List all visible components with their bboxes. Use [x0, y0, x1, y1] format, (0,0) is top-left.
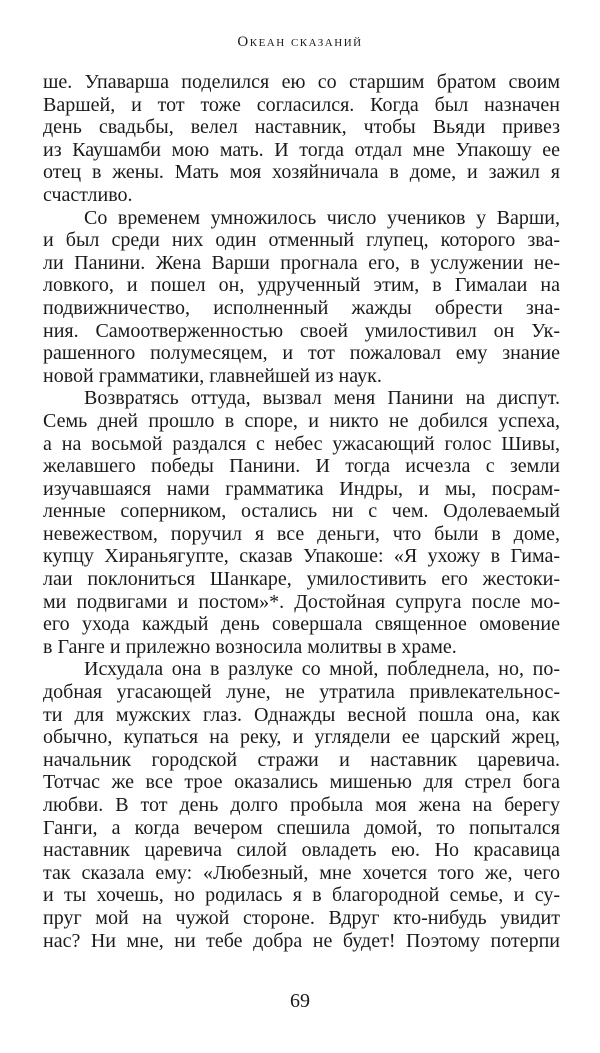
- paragraph: [43, 658, 560, 952]
- text-line: в Ганге и прилежно возносила молитвы в храме.: [43, 635, 457, 658]
- text-line: обычно, купаться на реку, и углядели ее царский жрец,: [43, 726, 560, 749]
- text-line: так сказала ему: «Любезный, мне хочется того же, чего: [43, 861, 560, 884]
- text-line: добная угасающей луне, не утратила привлекательнос-: [43, 681, 560, 704]
- text-line: ше. Упаварша поделился ею со старшим братом своим: [43, 71, 560, 93]
- text-line: подвижничество, исполненный жажды обрести зна-: [43, 296, 560, 319]
- text-line: счастливо.: [43, 183, 133, 206]
- text-line: желавшего победы Панини. И тогда исчезла с земли: [43, 455, 560, 478]
- text-line: и ты хочешь, но родилась я в благородной семье, и су-: [43, 884, 560, 907]
- text-line: пруг мой на чужой стороне. Вдруг кто-нибудь увидит: [43, 906, 560, 929]
- text-line: Возвратясь оттуда, вызвал меня Панини на диспут.: [84, 387, 560, 410]
- text-line: рашенного полумесяцем, и тот пожаловал ему знание: [43, 342, 560, 365]
- text-line: новой грамматики, главнейшей из наук.: [43, 364, 382, 387]
- text-line: изучавшаяся нами грамматика Индры, и мы, посрам-: [43, 477, 560, 500]
- paragraph: [43, 387, 560, 658]
- text-line: лаи поклониться Шанкаре, умилостивить его жестоки-: [43, 568, 560, 591]
- text-line: отец в жены. Мать моя хозяйничала в доме, и зажил я: [43, 161, 560, 184]
- text-line: из Каушамби мою мать. И тогда отдал мне Упакошу ее: [43, 138, 560, 161]
- text-line: невежеством, поручил я все деньги, что были в доме,: [43, 522, 560, 545]
- text-line: Исхудала она в разлуке со мной, побледнела, но, по-: [84, 658, 560, 681]
- text-line: ния. Самоотверженностью своей умилостивил он Ук-: [43, 319, 560, 342]
- body-text: [43, 71, 560, 952]
- text-line: любви. В тот день долго пробыла моя жена на берегу: [43, 794, 560, 816]
- page-number: 69: [290, 990, 310, 1012]
- text-line: Семь дней прошло в споре, и никто не добился успеха,: [43, 409, 560, 432]
- text-line: Тотчас же все трое оказались мишенью для стрел бога: [43, 771, 560, 794]
- text-line: и был среди них один отменный глупец, которого зва-: [43, 229, 560, 252]
- text-line: ли Панини. Жена Варши прогнала его, в услужении не-: [43, 251, 560, 274]
- text-line: наставник царевича силой овладеть ею. Но красавица: [43, 839, 560, 862]
- text-line: день свадьбы, велел наставник, чтобы Вьяди привез: [43, 116, 560, 139]
- text-line: ловкого, и пошел он, удрученный этим, в Гималаи на: [43, 274, 560, 297]
- text-line: нас? Ни мне, ни тебе добра не будет! Поэтому потерпи: [43, 929, 560, 952]
- text-line: Со временем умножилось число учеников у Варши,: [84, 206, 560, 229]
- paragraph: [43, 207, 560, 388]
- text-line: ти для мужских глаз. Однажды весной пошла она, как: [43, 703, 560, 726]
- paragraph: [43, 71, 560, 207]
- text-line: ми подвигами и постом»*. Достойная супруга после мо-: [43, 590, 560, 613]
- text-line: Ганги, а когда вечером спешила домой, то попытался: [43, 816, 560, 839]
- text-line: купцу Хираньягупте, сказав Упакоше: «Я ухожу в Гима-: [43, 545, 560, 568]
- text-line: начальник городской стражи и наставник царевича.: [43, 748, 560, 771]
- text-line: его ухода каждый день совершала священное омовение: [43, 613, 560, 636]
- running-header: Океан сказаний: [237, 34, 363, 50]
- text-line: Варшей, и тот тоже согласился. Когда был назначен: [43, 93, 560, 116]
- text-line: а на восьмой раздался с небес ужасающий голос Шивы,: [43, 432, 560, 455]
- text-line: ленные соперником, остались ни с чем. Одолеваемый: [43, 500, 560, 523]
